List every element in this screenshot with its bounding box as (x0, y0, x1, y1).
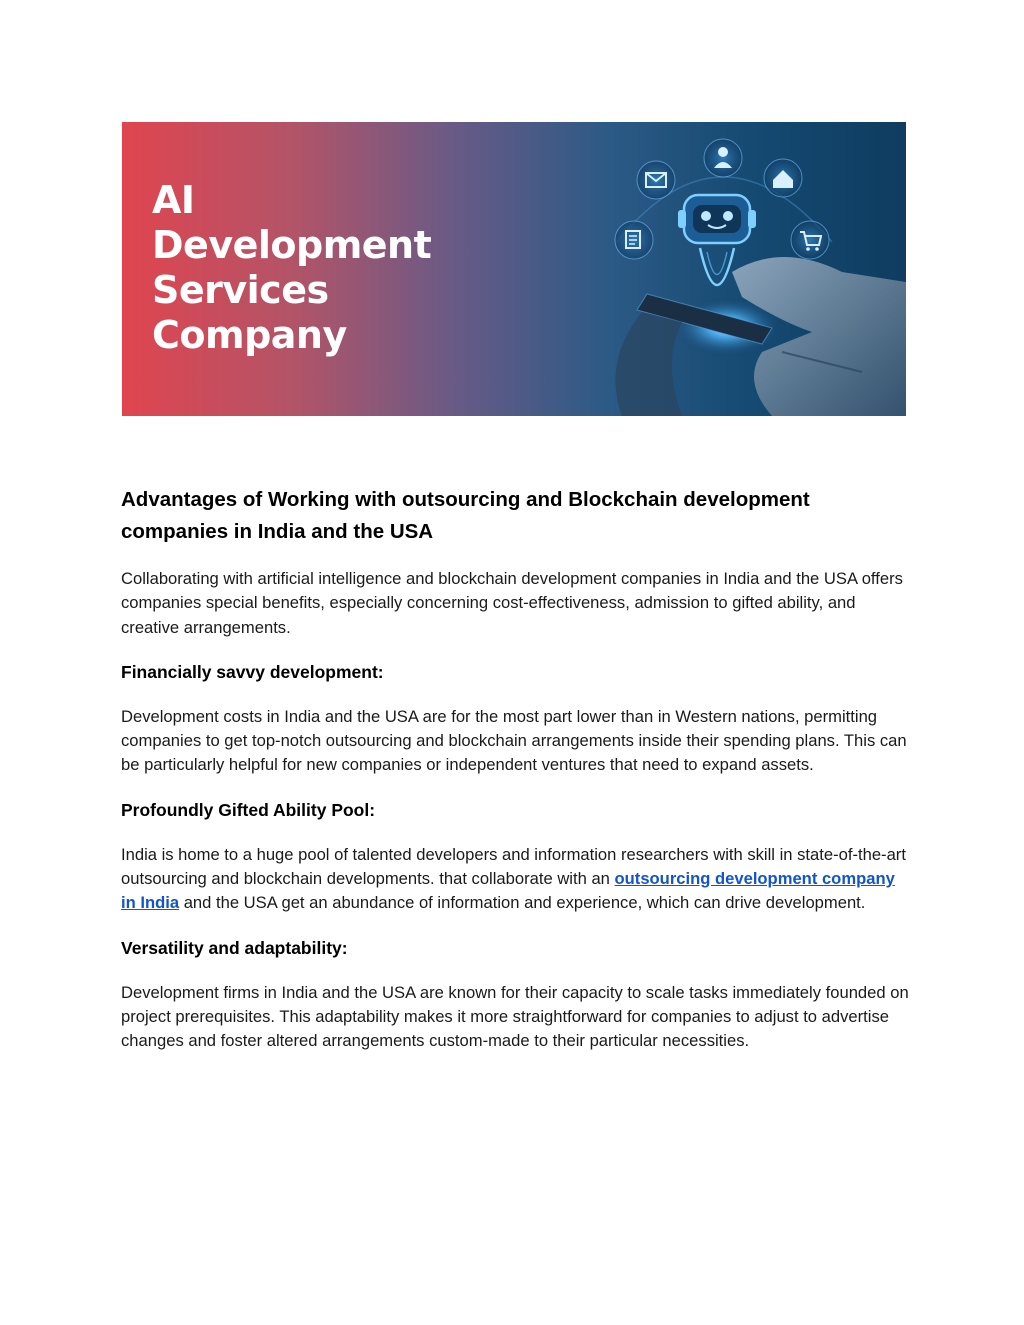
cart-icon (791, 221, 829, 259)
banner-title-line-3: Services (152, 268, 329, 312)
section-body-talent-after: and the USA get an abundance of information and experience, which can drive development. (179, 893, 866, 913)
section-title-talent: Profoundly Gifted Ability Pool: (121, 799, 376, 820)
mail-icon (637, 161, 675, 199)
section-body-talent (121, 843, 911, 916)
hand-holding-phone-image (615, 257, 906, 416)
banner-title-line-1: AI (152, 178, 195, 222)
section-body-talent-before: India is home to a huge pool of talented developers and information researchers with skill in state-of-the-art outsourcing and blockchain developments. that collaborate with an (121, 844, 906, 889)
section-title-cost: Financially savvy development: (121, 661, 384, 682)
article-heading: Advantages of Working with outsourcing and Blockchain development companies in India and the USA (121, 488, 810, 543)
outsourcing-company-link[interactable]: outsourcing development company in India (121, 869, 895, 913)
document-icon (615, 221, 653, 259)
banner-title-line-4: Company (152, 313, 347, 357)
section-body-cost: Development costs in India and the USA are for the most part lower than in Western nations, permitting companies to get top-notch outsourcing and blockchain arrangements inside their spending plans. This can be particularly helpful for new companies or independent ventures that need to expand assets. (121, 706, 907, 775)
home-icon (764, 159, 802, 197)
section-title-scalability: Versatility and adaptability: (121, 937, 348, 958)
article-body (121, 484, 911, 1054)
banner-title (152, 178, 512, 358)
intro-paragraph: Collaborating with artificial intelligence and blockchain development companies in India and the USA offers companies special benefits, especially concerning cost-effectiveness, admission to gifted ability, and creative arrangements. (121, 569, 903, 637)
user-icon (704, 139, 742, 177)
section-body-scalability: Development firms in India and the USA are known for their capacity to scale tasks immediately founded on project prerequisites. This adaptability makes it more straightforward for companies to adjust to advertise changes and foster altered arrangements custom-made to their particular necessities. (121, 982, 909, 1051)
hero-banner-image (122, 122, 906, 416)
banner-title-line-2: Development (152, 223, 432, 267)
